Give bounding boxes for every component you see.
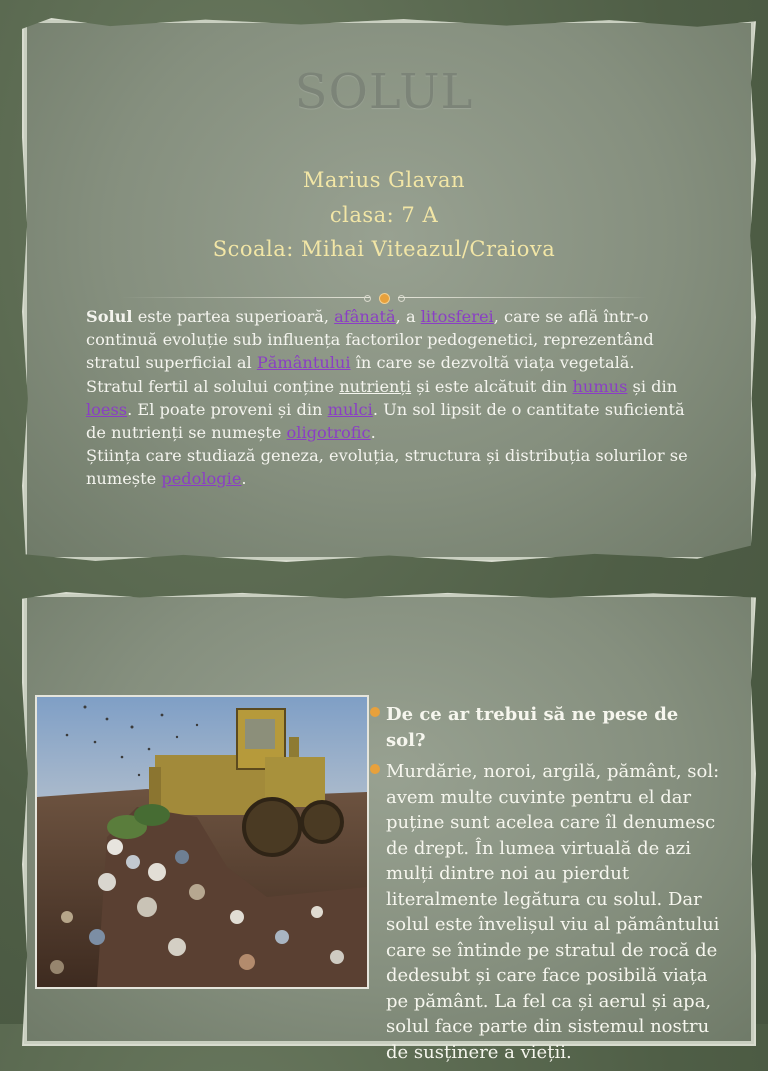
text-run: . [241,469,247,489]
text-run: . [370,423,376,443]
link-loess[interactable]: loess [86,399,128,419]
landfill-photo [35,695,369,989]
slide2-bullet-list [370,702,720,1071]
link-humus[interactable]: humus [572,376,628,396]
text-run: în care se dezvoltă viața vegetală. Stratul fertil al solului conține [86,353,635,396]
bullet-question-text: De ce ar trebui să ne pese de sol? [386,704,679,751]
link-mulci[interactable]: mulci [327,399,373,419]
author-name: Marius Glavan [302,168,466,192]
class-label: clasa: 7 A [329,203,439,227]
link-litosferei[interactable]: litosferei [420,307,494,326]
soil-definition-paragraph [86,305,696,491]
divider-line-left [120,297,370,298]
school-label: Scoala: Mihai Viteazul/Craiova [212,237,556,261]
landfill-illustration [37,697,367,987]
link-afanata[interactable]: afânată [334,307,396,326]
bullet-item-question [370,702,720,753]
bullet-item-explanation [370,759,720,1065]
bullet-explanation-text: Murdărie, noroi, argilă, pământ, sol: avem multe cuvinte pentru el dar puține sunt acelea care îl denumesc de drept. În lumea virtuală de azi mulți dintre noi au pierdut literalmente legătura cu solul. Dar solul este învelișul viu al pământului care se întinde pe stratul de rocă de dedesubt și care face posibilă viața pe pământ. La fel ca și aerul și apa, solul face parte din sistemul nostru de susținere a vieții. [386,761,720,1063]
term-solul: Solul [86,307,133,326]
text-run: , care se află într-o continuă evoluție sub influența factorilor pedogenetici, reprezentând stratul superficial al [86,307,654,373]
divider-dot-icon [379,293,390,304]
text-run: Știința care studiază geneza, evoluția, structura și distribuția solurilor se numește [86,446,688,489]
divider-line-right [398,297,648,298]
link-pamantului[interactable]: Pământului [256,353,351,373]
text-run: și din [627,376,678,396]
text-run: este partea superioară, [132,307,335,326]
underlined-nutrienti: nutrienți [339,376,412,396]
text-run: și este alcătuit din [411,376,573,396]
slide-title: SOLUL [294,64,474,120]
divider-ring-left [364,295,371,302]
link-pedologie[interactable]: pedologie [161,469,242,489]
ornamental-divider [120,297,648,299]
link-oligotrofic[interactable]: oligotrofic [286,423,371,443]
text-run: . El poate proveni și din [127,399,328,419]
bullet-dot-icon [370,764,380,774]
text-run: , a [395,307,421,326]
bullet-dot-icon [370,707,380,717]
text-run: . Un sol lipsit de o cantitate suficientă de nutrienți se numește [86,399,685,443]
